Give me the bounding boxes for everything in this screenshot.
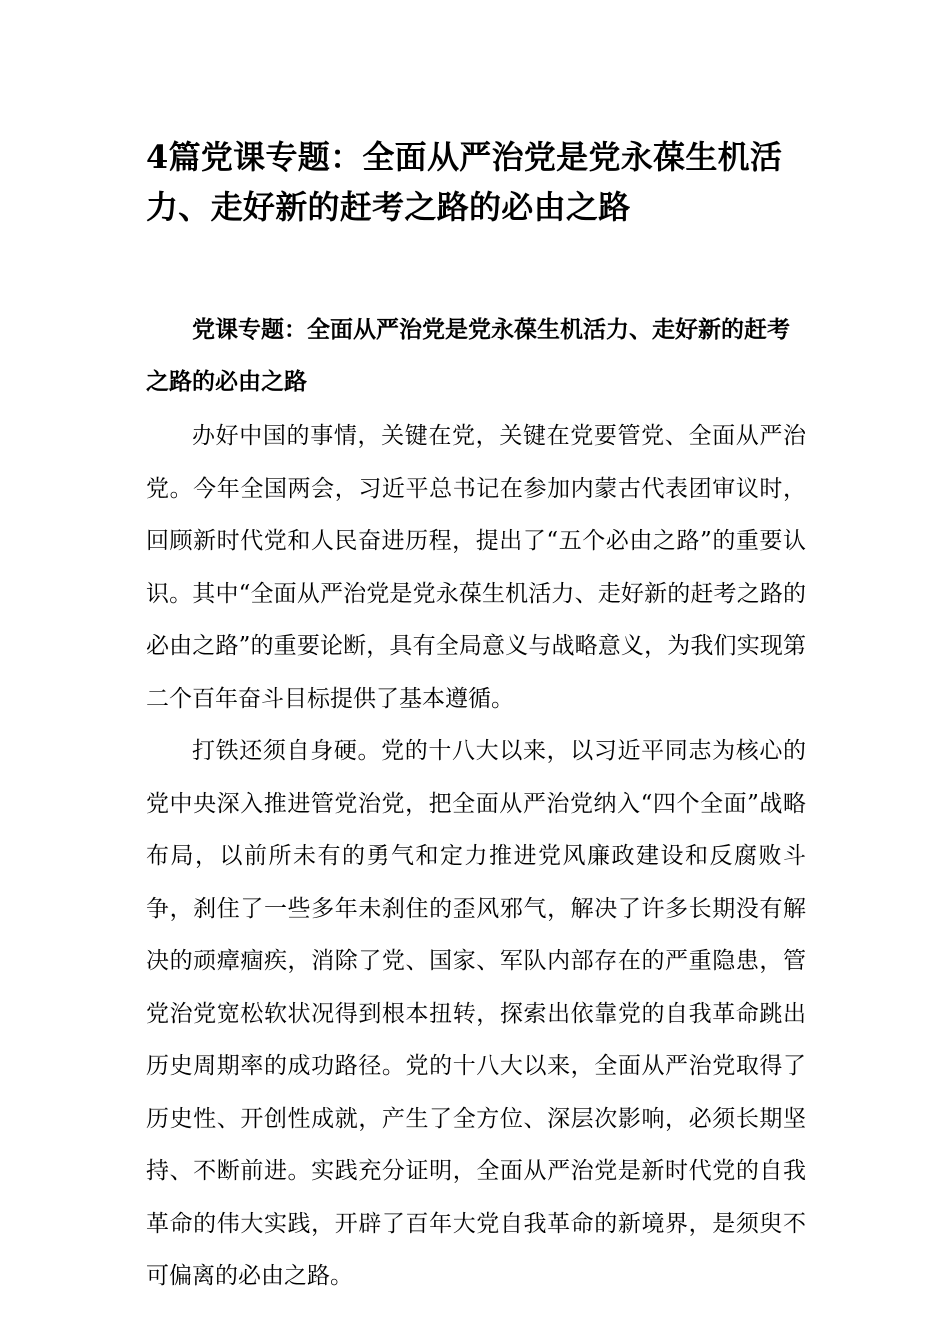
document-title: 4篇党课专题：全面从严治党是党永葆生机活力、走好新的赶考之路的必由之路: [146, 138, 783, 226]
document-page: [146, 132, 806, 1303]
body-paragraph-1: 办好中国的事情，关键在党，关键在党要管党、全面从严治党。今年全国两会，习近平总书记在参加内蒙古代表团审议时，回顾新时代党和人民奋进历程，提出了“五个必由之路”的重要认识。其中“全面从严治党是党永葆生机活力、走好新的赶考之路的必由之路”的重要论断，具有全局意义与战略意义，为我们实现第二个百年奋斗目标提供了基本遵循。: [146, 423, 806, 712]
body-paragraph-2: 打铁还须自身硬。党的十八大以来，以习近平同志为核心的党中央深入推进管党治党，把全面从严治党纳入“四个全面”战略布局，以前所未有的勇气和定力推进党风廉政建设和反腐败斗争，刹住了一些多年未刹住的歪风邪气，解决了许多长期没有解决的顽瘴痼疾，消除了党、国家、军队内部存在的严重隐患，管党治党宽松软状况得到根本扭转，探索出依靠党的自我革命跳出历史周期率的成功路径。党的十八大以来，全面从严治党取得了历史性、开创性成就，产生了全方位、深层次影响，必须长期坚持、不断前进。实践充分证明，全面从严治党是新时代党的自我革命的伟大实践，开辟了百年大党自我革命的新境界，是须臾不可偏离的必由之路。: [146, 738, 806, 1289]
section-subtitle: 党课专题：全面从严治党是党永葆生机活力、走好新的赶考之路的必由之路: [146, 316, 790, 395]
